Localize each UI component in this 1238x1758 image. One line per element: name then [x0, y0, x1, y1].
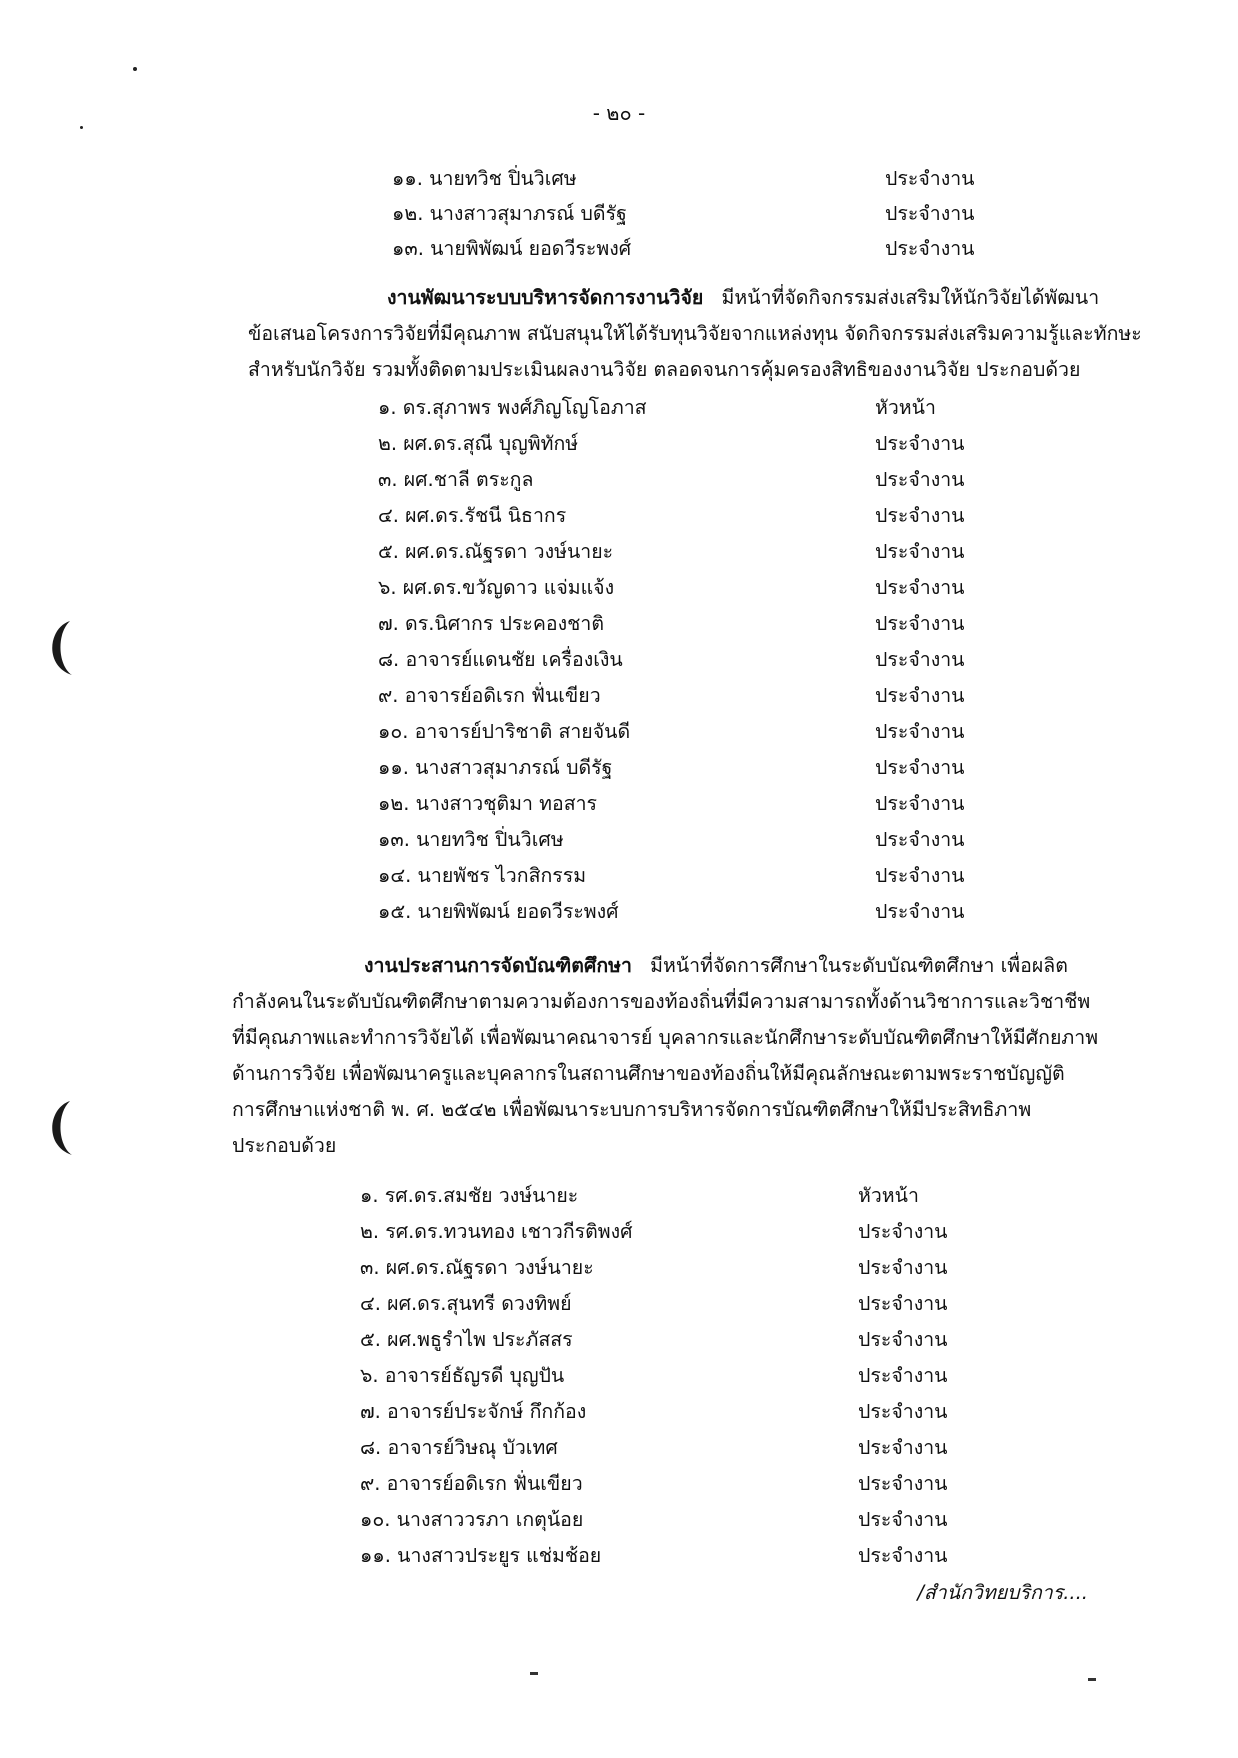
member-name: ๑๒. นางสาวสุมาภรณ์ บดีรัฐ: [392, 202, 627, 225]
member-role: ประจำงาน: [875, 468, 965, 491]
binder-hole-mark: [40, 1098, 74, 1158]
member-role: ประจำงาน: [858, 1472, 948, 1495]
member-role: ประจำงาน: [875, 684, 965, 707]
member-role: ประจำงาน: [875, 900, 965, 923]
member-name: ๑๑. นางสาวประยูร แช่มช้อย: [360, 1544, 602, 1567]
section3-line4: ด้านการวิจัย เพื่อพัฒนาครูและบุคลากรในสถานศึกษาของท้องถิ่นให้มีคุณลักษณะตามพระราชบัญญัติ: [232, 1062, 1065, 1085]
section3-line6: ประกอบด้วย: [232, 1134, 337, 1157]
member-name: ๗. ดร.นิศากร ประคองชาติ: [378, 612, 604, 635]
scan-mark: [1088, 1678, 1096, 1681]
member-role: ประจำงาน: [858, 1400, 948, 1423]
section2-title: งานพัฒนาระบบบริหารจัดการงานวิจัย: [387, 286, 704, 309]
member-name: ๑๓. นายพิพัฒน์ ยอดวีระพงศ์: [392, 237, 632, 260]
member-name: ๑๑. นางสาวสุมาภรณ์ บดีรัฐ: [378, 756, 613, 779]
member-name: ๗. อาจารย์ประจักษ์ กึกก้อง: [360, 1400, 587, 1423]
member-role: ประจำงาน: [875, 648, 965, 671]
member-role: ประจำงาน: [875, 720, 965, 743]
member-role: ประจำงาน: [858, 1436, 948, 1459]
member-name: ๑๓. นายทวิช ปิ่นวิเศษ: [378, 828, 564, 851]
section3-line3: ที่มีคุณภาพและทำการวิจัยได้ เพื่อพัฒนาคณาจารย์ บุคลากรและนักศึกษาระดับบัณฑิตศึกษาให้มีศักยภาพ: [232, 1026, 1099, 1049]
member-role: ประจำงาน: [875, 576, 965, 599]
member-role: ประจำงาน: [875, 612, 965, 635]
member-role: ประจำงาน: [858, 1256, 948, 1279]
member-role: ประจำงาน: [875, 792, 965, 815]
member-role: ประจำงาน: [875, 756, 965, 779]
member-name: ๕. ผศ.พธูรำไพ ประภัสสร: [360, 1328, 573, 1351]
scan-speck: [133, 67, 137, 71]
member-role: ประจำงาน: [875, 432, 965, 455]
member-role: ประจำงาน: [858, 1328, 948, 1351]
binder-hole-mark: [40, 618, 74, 678]
member-name: ๑๑. นายทวิช ปิ่นวิเศษ: [392, 167, 577, 190]
member-role: ประจำงาน: [858, 1220, 948, 1243]
member-name: ๓. ผศ.ชาลี ตระกูล: [378, 468, 534, 491]
member-name: ๘. อาจารย์วิษณุ บัวเทศ: [360, 1436, 558, 1459]
member-role: ประจำงาน: [885, 202, 975, 225]
member-name: ๑. รศ.ดร.สมชัย วงษ์นายะ: [360, 1184, 579, 1207]
member-name: ๑๒. นางสาวชุติมา ทอสาร: [378, 792, 598, 815]
member-name: ๑๐. นางสาววรภา เกตุน้อย: [360, 1508, 584, 1531]
member-name: ๙. อาจารย์อดิเรก ฟั่นเขียว: [378, 684, 601, 707]
section3-line5: การศึกษาแห่งชาติ พ. ศ. ๒๕๔๒ เพื่อพัฒนาระบบการบริหารจัดการบัณฑิตศึกษาให้มีประสิทธิภาพ: [232, 1098, 1032, 1121]
section2-line1: [387, 282, 1099, 313]
member-role: ประจำงาน: [875, 504, 965, 527]
member-name: ๔. ผศ.ดร.รัชนี นิธากร: [378, 504, 567, 527]
section2-line3: สำหรับนักวิจัย รวมทั้งติดตามประเมินผลงานวิจัย ตลอดจนการคุ้มครองสิทธิของงานวิจัย ประกอบด้วย: [248, 358, 1081, 381]
member-role: ประจำงาน: [885, 237, 975, 260]
scan-mark: [530, 1672, 538, 1675]
member-role: ประจำงาน: [858, 1544, 948, 1567]
section3-line1: [364, 950, 1068, 981]
page-number: - ๒๐ -: [592, 101, 646, 125]
member-role: ประจำงาน: [875, 864, 965, 887]
section3-line1-text: มีหน้าที่จัดการศึกษาในระดับบัณฑิตศึกษา เพื่อผลิต: [650, 954, 1068, 977]
member-name: ๖. ผศ.ดร.ขวัญดาว แจ่มแจ้ง: [378, 576, 615, 599]
member-role: ประจำงาน: [875, 540, 965, 563]
section2-line2: ข้อเสนอโครงการวิจัยที่มีคุณภาพ สนับสนุนให้ได้รับทุนวิจัยจากแหล่งทุน จัดกิจกรรมส่งเสริมความรู้และทักษะ: [248, 322, 1142, 345]
member-name: ๓. ผศ.ดร.ณัฐรดา วงษ์นายะ: [360, 1256, 594, 1279]
member-name: ๔. ผศ.ดร.สุนทรี ดวงทิพย์: [360, 1292, 572, 1315]
member-role: ประจำงาน: [858, 1292, 948, 1315]
member-name: ๖. อาจารย์ธัญรดี บุญปัน: [360, 1364, 565, 1387]
member-role: หัวหน้า: [875, 396, 936, 419]
member-name: ๕. ผศ.ดร.ณัฐรดา วงษ์นายะ: [378, 540, 614, 563]
section3-title: งานประสานการจัดบัณฑิตศึกษา: [364, 954, 632, 977]
member-name: ๑๐. อาจารย์ปาริชาติ สายจันดี: [378, 720, 631, 743]
member-name: ๑๔. นายพัชร ไวกสิกรรม: [378, 864, 587, 887]
member-role: ประจำงาน: [858, 1508, 948, 1531]
member-name: ๙. อาจารย์อดิเรก ฟั่นเขียว: [360, 1472, 583, 1495]
member-name: ๑๕. นายพิพัฒน์ ยอดวีระพงศ์: [378, 900, 619, 923]
member-name: ๘. อาจารย์แดนชัย เครื่องเงิน: [378, 648, 623, 671]
member-role: หัวหน้า: [858, 1184, 919, 1207]
section2-line1-text: มีหน้าที่จัดกิจกรรมส่งเสริมให้นักวิจัยได้พัฒนา: [721, 286, 1100, 309]
member-name: ๒. ผศ.ดร.สุณี บุญพิทักษ์: [378, 432, 579, 455]
section3-line2: กำลังคนในระดับบัณฑิตศึกษาตามความต้องการของท้องถิ่นที่มีความสามารถทั้งด้านวิชาการและวิชาชีพ: [232, 990, 1091, 1013]
member-role: ประจำงาน: [858, 1364, 948, 1387]
continuation-note: /สำนักวิทยบริการ....: [917, 1581, 1088, 1604]
member-name: ๒. รศ.ดร.ทวนทอง เชาวกีรติพงศ์: [360, 1220, 633, 1243]
member-name: ๑. ดร.สุภาพร พงศ์ภิญโญโอภาส: [378, 396, 647, 419]
member-role: ประจำงาน: [875, 828, 965, 851]
member-role: ประจำงาน: [885, 167, 975, 190]
